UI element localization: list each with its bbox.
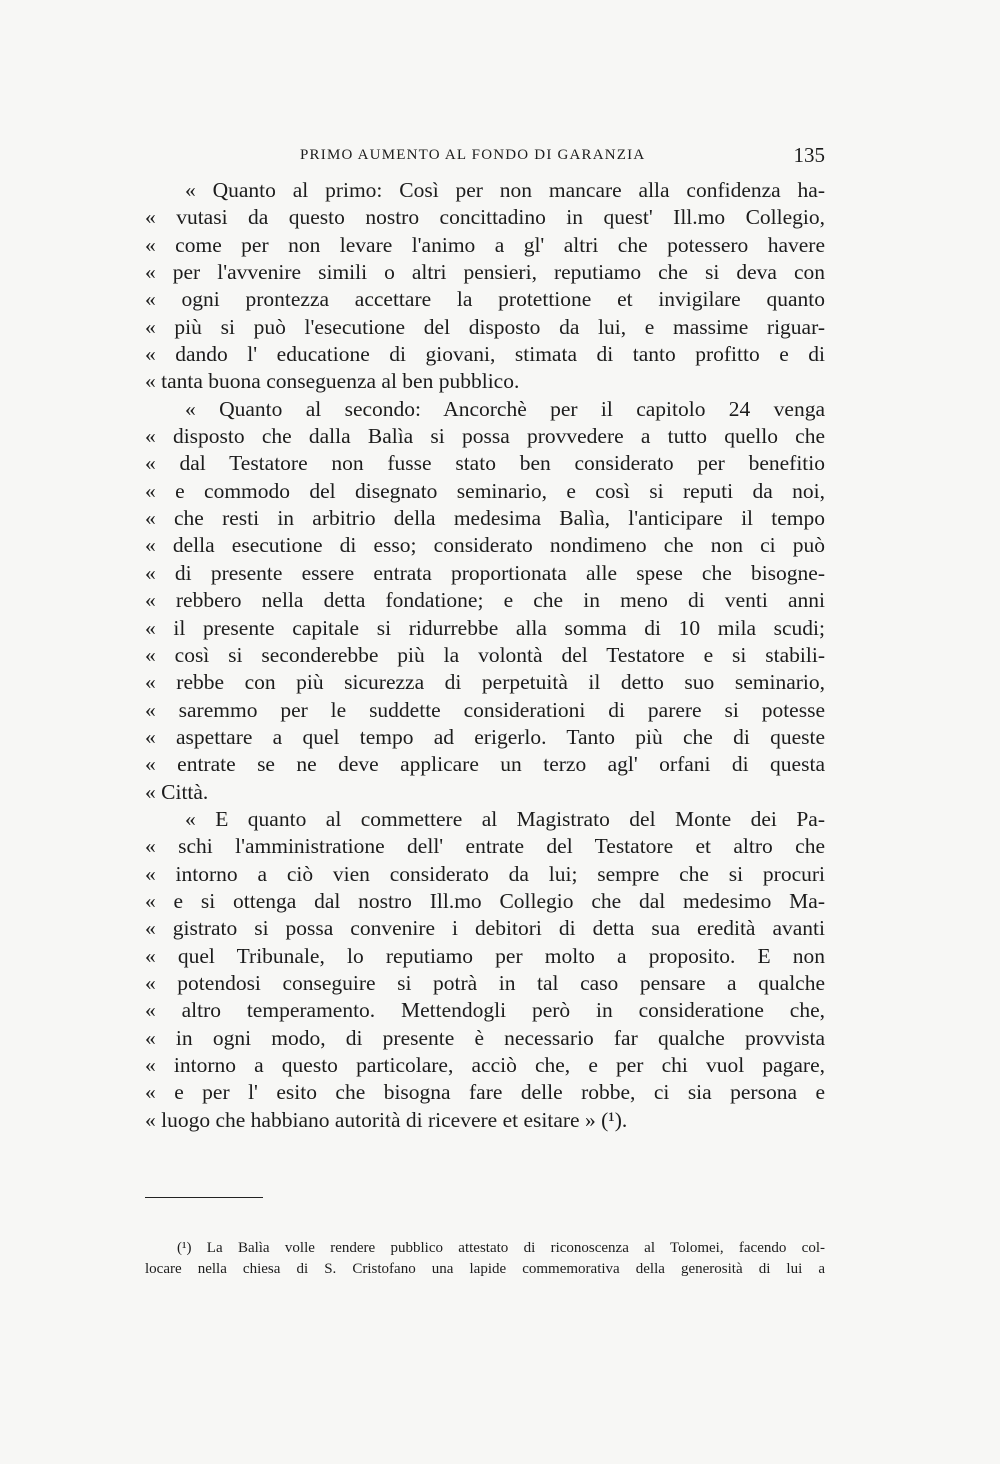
text-line: « più si può l'esecutione del disposto da lui, e massime riguar-: [145, 314, 825, 339]
text-line: « Città.: [145, 779, 209, 804]
text-line: « per l'avvenire simili o altri pensieri, reputiamo che si deva con: [145, 260, 825, 285]
text-line: « saremmo per le suddette considerationi di parere si potesse: [145, 697, 825, 722]
text-line: « e per l' esito che bisogna fare delle robbe, ci sia persona e: [145, 1080, 825, 1105]
text-line: « della esecutione di esso; considerato nondimeno che non ci può: [145, 533, 825, 558]
text-line: « che resti in arbitrio della medesima Balìa, l'anticipare il tempo: [145, 506, 825, 531]
page-header: [145, 145, 825, 169]
text-line: « come per non levare l'animo a gl' altri che potessero havere: [145, 232, 825, 257]
text-line: « Quanto al primo: Così per non mancare alla confidenza ha-: [185, 178, 825, 202]
text-line: « dal Testatore non fusse stato ben considerato per benefitio: [145, 451, 825, 476]
text-line: « altro temperamento. Mettendogli però in consideratione che,: [145, 998, 825, 1023]
text-line: « dando l' educatione di giovani, stimata di tanto profitto e di: [145, 342, 825, 367]
text-line: « intorno a questo particolare, acciò che, e per chi vuol pagare,: [145, 1053, 825, 1077]
text-line: « tanta buona conseguenza al ben pubblico.: [145, 369, 520, 394]
text-line: « potendosi conseguire si potrà in tal caso pensare a qualche: [145, 970, 825, 995]
text-line: « intorno a ciò vien considerato da lui; sempre che si procuri: [145, 861, 825, 886]
text-line: « luogo che habbiano autorità di ricevere et esitare » (¹).: [145, 1107, 628, 1132]
footnote-line: (¹) La Balìa volle rendere pubblico attestato di riconoscenza al Tolomei, facendo col-: [177, 1240, 825, 1256]
text-line: « rebbe con più sicurezza di perpetuità il detto suo seminario,: [145, 670, 825, 695]
page-number: 135: [793, 143, 825, 167]
text-line: « quel Tribunale, lo reputiamo per molto a proposito. E non: [145, 943, 825, 968]
body-text: [145, 177, 825, 1134]
text-line: « in ogni modo, di presente è necessario far qualche provvista: [145, 1025, 825, 1050]
text-line: « vutasi da questo nostro concittadino in quest' Ill.mo Collegio,: [145, 205, 825, 230]
text-line: « di presente essere entrata proportionata alle spese che bisogne-: [145, 560, 825, 585]
text-line: « aspettare a quel tempo ad erigerlo. Tanto più che di queste: [145, 724, 825, 749]
running-title: PRIMO AUMENTO AL FONDO DI GARANZIA: [300, 147, 646, 163]
footnote-separator: [145, 1197, 263, 1198]
text-line: « E quanto al commettere al Magistrato del Monte dei Pa-: [185, 806, 825, 831]
text-line: « disposto che dalla Balìa si possa provvedere a tutto quello che: [145, 424, 825, 449]
text-line: « entrate se ne deve applicare un terzo agl' orfani di questa: [145, 752, 825, 777]
text-line: « Quanto al secondo: Ancorchè per il capitolo 24 venga: [185, 396, 825, 421]
text-line: « così si seconderebbe più la volontà del Testatore e si stabili-: [145, 642, 825, 667]
text-line: « rebbero nella detta fondatione; e che in meno di venti anni: [145, 588, 825, 613]
text-line: « e si ottenga dal nostro Ill.mo Collegio che dal medesimo Ma-: [145, 888, 825, 913]
footnote: [145, 1238, 825, 1280]
text-line: « il presente capitale si ridurrebbe alla somma di 10 mila scudi;: [145, 615, 825, 640]
text-line: « gistrato si possa convenire i debitori di detta sua eredità avanti: [145, 916, 825, 941]
text-line: « schi l'amministratione dell' entrate del Testatore et altro che: [145, 834, 825, 859]
text-line: « e commodo del disegnato seminario, e così si reputi da noi,: [145, 478, 825, 503]
footnote-line: locare nella chiesa di S. Cristofano una lapide commemorativa della generosità di lui a: [145, 1261, 825, 1277]
text-line: « ogni prontezza accettare la protettione et invigilare quanto: [145, 287, 825, 312]
